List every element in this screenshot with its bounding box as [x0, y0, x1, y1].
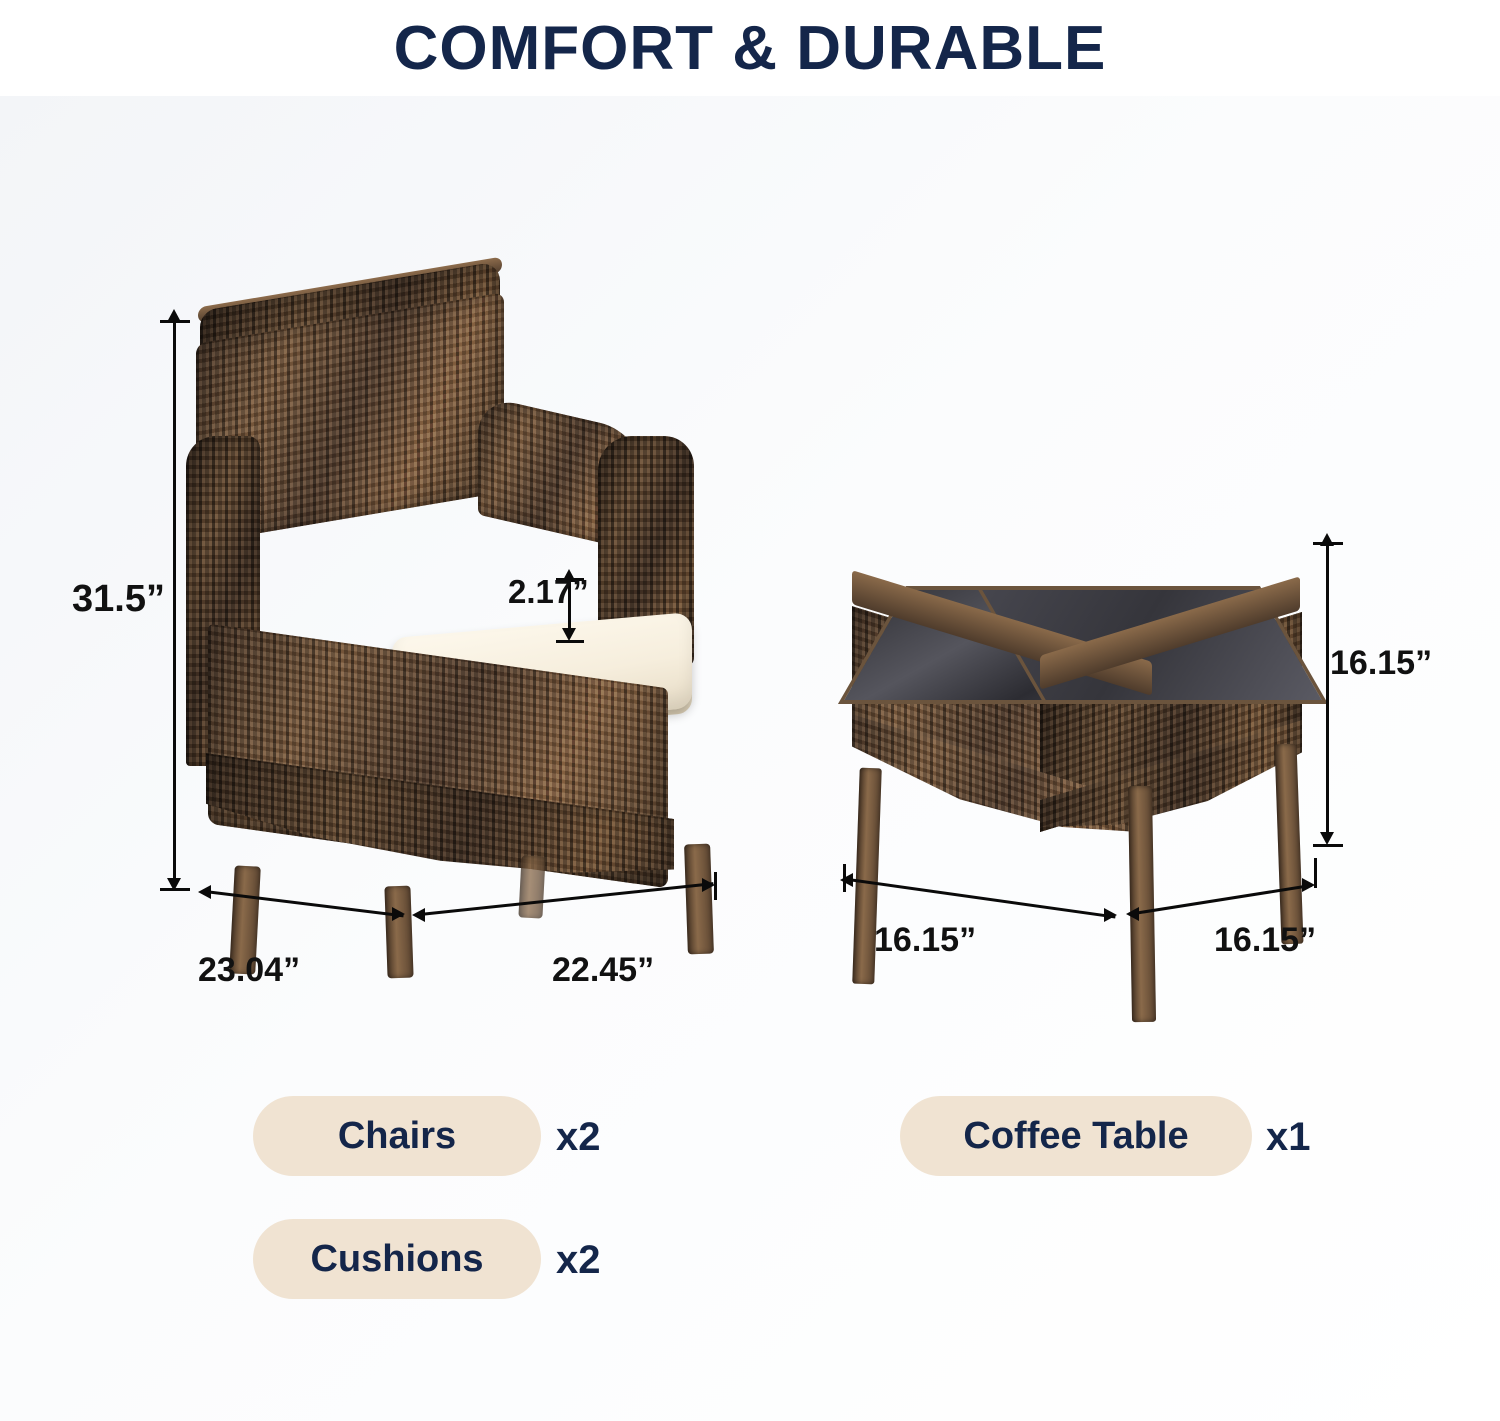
- chair-height-tick-bottom: [160, 888, 190, 891]
- legend-label-cushions: Cushions: [310, 1237, 484, 1280]
- table-right-leg: [1275, 744, 1304, 945]
- table-width-arrow-left: [1126, 907, 1139, 921]
- table-depth-arrow-left: [840, 873, 853, 887]
- table-height-label: 16.15”: [1330, 644, 1433, 682]
- table-width-label: 16.15”: [1214, 921, 1317, 959]
- chair-height-label: 31.5”: [72, 578, 165, 620]
- product-diagram-canvas: [0, 96, 1500, 1421]
- chair-width-label: 22.45”: [552, 951, 655, 989]
- legend-pill-cushions: [253, 1219, 541, 1299]
- table-depth-label: 16.15”: [874, 921, 977, 959]
- chair-height-line: [173, 322, 176, 878]
- chair-depth-label: 23.04”: [198, 951, 301, 989]
- cushion-thickness-tick-bottom: [556, 640, 584, 643]
- chair-width-tick-right: [714, 872, 717, 900]
- chair-depth-arrow-left: [198, 885, 211, 899]
- page-title: COMFORT & DURABLE: [393, 13, 1107, 83]
- table-height-tick-top: [1313, 542, 1343, 545]
- cushion-thickness-label: 2.17”: [508, 573, 589, 610]
- legend-pill-chairs: [253, 1096, 541, 1176]
- table-front-leg: [1128, 786, 1156, 1022]
- chair-depth-arrow-right: [392, 907, 405, 921]
- chair-front-right-leg: [384, 886, 413, 979]
- table-depth-line: [848, 878, 1116, 919]
- legend-qty-cushions: x2: [556, 1238, 601, 1282]
- header-banner: [0, 0, 1500, 96]
- chair-back-left-leg: [518, 855, 545, 918]
- legend-label-coffee-table: Coffee Table: [963, 1114, 1189, 1157]
- table-depth-arrow-right: [1104, 908, 1117, 922]
- legend-qty-coffee-table: x1: [1266, 1115, 1311, 1159]
- chair-back-right-leg: [684, 844, 714, 955]
- chair-width-line: [420, 882, 714, 916]
- legend-pill-coffee-table: [900, 1096, 1252, 1176]
- table-width-tick: [1314, 858, 1317, 888]
- legend-label-chairs: Chairs: [337, 1114, 457, 1157]
- table-height-line: [1326, 544, 1329, 834]
- chair-height-tick-top: [160, 320, 190, 323]
- legend-qty-chairs: x2: [556, 1115, 601, 1159]
- table-height-tick-bottom: [1313, 844, 1343, 847]
- chair-width-arrow-left: [412, 908, 425, 922]
- table-depth-tick: [843, 864, 846, 892]
